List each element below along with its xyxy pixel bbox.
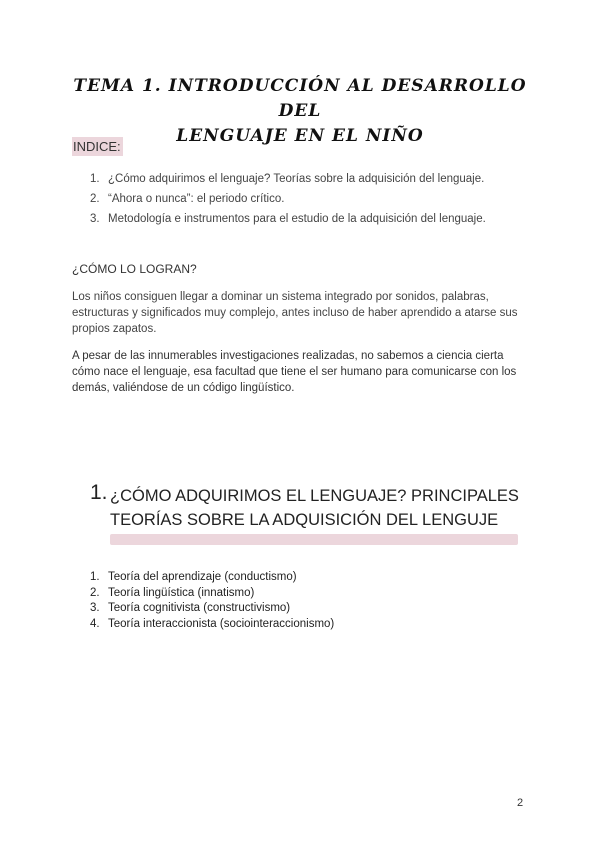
theory-item [90, 601, 334, 617]
theory-item-text: Teoría cognitivista (constructivismo) [108, 602, 291, 614]
index-item [90, 192, 486, 206]
page-number: 2 [517, 797, 524, 809]
title-line-2: LENGUAJE EN EL NIÑO [176, 126, 424, 146]
heading-underline-bar [110, 534, 518, 545]
section-1-number: 1. [90, 481, 108, 504]
index-item-text: ¿Cómo adquirimos el lenguaje? Teorías sobre la adquisición del lenguaje. [108, 173, 485, 185]
index-item-number: 2. [90, 193, 100, 205]
theory-list [90, 570, 334, 632]
index-heading: INDICE: [73, 139, 121, 154]
theory-item [90, 586, 334, 602]
intro-heading: ¿CÓMO LO LOGRAN? [72, 262, 197, 276]
theory-item-text: Teoría lingüística (innatismo) [108, 586, 255, 599]
index-list [90, 172, 486, 232]
document-title [60, 74, 540, 149]
index-item [90, 212, 486, 226]
index-item-number: 3. [90, 213, 100, 225]
theory-item [90, 617, 334, 633]
index-item-number: 1. [90, 173, 100, 185]
index-item [90, 172, 486, 186]
theory-item-number: 3. [90, 602, 100, 614]
section-1-title-line-1: ¿CÓMO ADQUIRIMOS EL LENGUAJE? PRINCIPALES [110, 487, 519, 505]
theory-item-text: Teoría del aprendizaje (conductismo) [108, 571, 297, 583]
intro-paragraph-1: Los niños consiguen llegar a dominar un sistema integrado por sonidos, palabras, estructuras y significados muy complejo, antes incluso de haber aprendido a atarse sus propios zapatos. [72, 291, 518, 335]
theory-item-number: 4. [90, 617, 100, 630]
section-1-heading [90, 481, 530, 532]
index-item-text: Metodología e instrumentos para el estudio de la adquisición del lenguaje. [108, 213, 486, 225]
theory-item-number: 1. [90, 571, 100, 583]
theory-item-text: Teoría interaccionista (sociointeraccionismo) [108, 617, 335, 630]
section-1-title-line-2: TEORÍAS SOBRE LA ADQUISICIÓN DEL LENGUJE [110, 511, 499, 529]
index-item-text: “Ahora o nunca”: el periodo crítico. [108, 193, 285, 205]
intro-paragraph-2: A pesar de las innumerables investigaciones realizadas, no sabemos a ciencia cierta cómo nace el lenguaje, esa facultad que tiene el ser humano para comunicarse con los demás, valiéndose de un código lingüístico. [72, 350, 517, 394]
theory-item-number: 2. [90, 586, 100, 599]
title-line-1: TEMA 1. INTRODUCCIÓN AL DESARROLLO DEL [73, 76, 527, 121]
theory-item [90, 570, 334, 586]
